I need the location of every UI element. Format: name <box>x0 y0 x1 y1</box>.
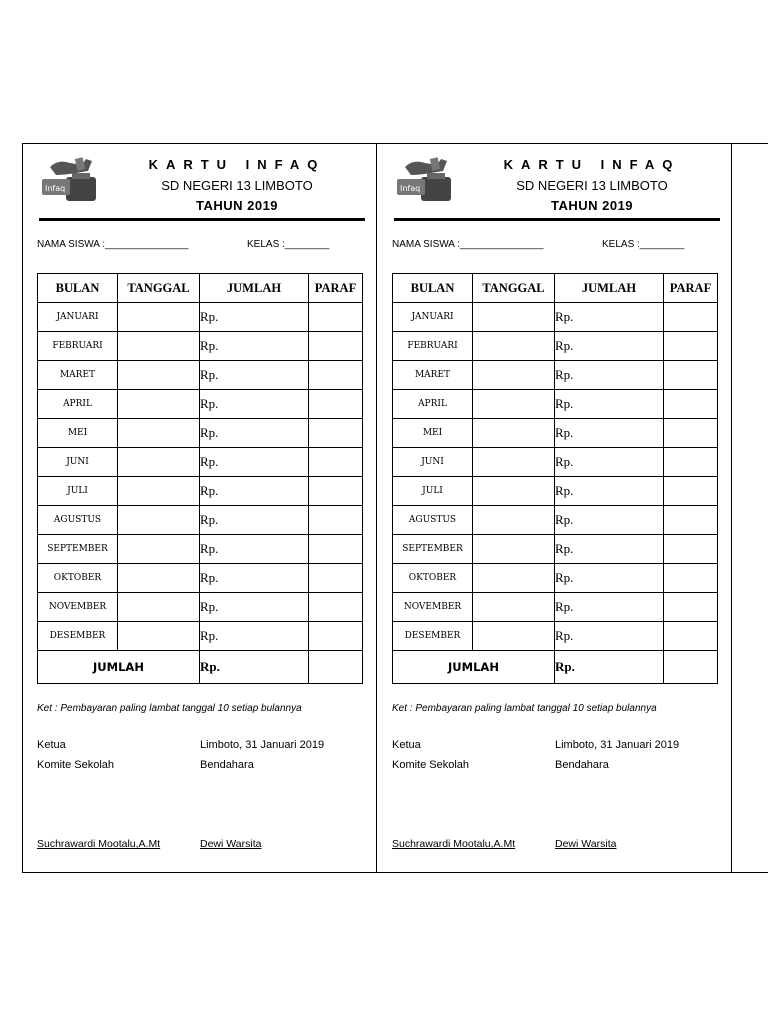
signature-cell <box>309 506 363 535</box>
date-cell <box>118 361 200 390</box>
table-row <box>393 593 718 622</box>
month-cell: SEPTEMBER <box>393 535 473 564</box>
amount-cell: Rp. <box>200 477 309 506</box>
date-cell <box>118 535 200 564</box>
payment-table <box>37 273 363 684</box>
date-cell <box>473 622 555 651</box>
treasurer-title: Bendahara <box>555 759 609 771</box>
table-row <box>38 448 363 477</box>
date-cell <box>473 564 555 593</box>
committee-subtitle: Komite Sekolah <box>37 759 115 771</box>
amount-cell: Rp. <box>200 622 309 651</box>
signature-cell <box>309 448 363 477</box>
treasurer-name: Dewi Warsita <box>200 838 262 850</box>
table-header-row <box>393 274 718 303</box>
date-cell <box>118 390 200 419</box>
date-cell <box>118 593 200 622</box>
month-cell: MEI <box>393 419 473 448</box>
treasurer-title: Bendahara <box>200 759 254 771</box>
signature-cell <box>664 622 718 651</box>
svg-text:Infaq: Infaq <box>400 184 421 193</box>
card-title: KARTU INFAQ <box>148 157 326 172</box>
signature-cell <box>664 506 718 535</box>
signature-cell <box>309 361 363 390</box>
table-row <box>38 622 363 651</box>
signature-cell <box>664 564 718 593</box>
place-date: Limboto, 31 Januari 2019 <box>200 739 325 751</box>
table-row <box>38 564 363 593</box>
amount-cell: Rp. <box>555 390 664 419</box>
date-cell <box>473 303 555 332</box>
amount-cell: Rp. <box>555 448 664 477</box>
header-signature: PARAF <box>664 274 718 303</box>
amount-cell: Rp. <box>200 332 309 361</box>
amount-cell: Rp. <box>555 361 664 390</box>
amount-cell: Rp. <box>200 390 309 419</box>
infaq-card <box>22 143 377 873</box>
infaq-logo-icon <box>393 155 455 205</box>
total-label: JUMLAH <box>38 651 200 684</box>
amount-cell: Rp. <box>555 419 664 448</box>
place-date: Limboto, 31 Januari 2019 <box>555 739 680 751</box>
table-row <box>38 419 363 448</box>
table-row <box>393 506 718 535</box>
signature-cell <box>309 622 363 651</box>
payment-note: Ket : Pembayaran paling lambat tanggal 10 setiap bulannya <box>37 703 302 714</box>
signature-cell <box>664 332 718 361</box>
amount-cell: Rp. <box>555 506 664 535</box>
date-cell <box>473 593 555 622</box>
amount-cell: Rp. <box>555 564 664 593</box>
table-row <box>393 622 718 651</box>
month-cell: JULI <box>38 477 118 506</box>
committee-title: Ketua <box>37 739 66 751</box>
month-cell: APRIL <box>38 390 118 419</box>
table-row <box>38 593 363 622</box>
table-row <box>393 477 718 506</box>
table-row <box>38 535 363 564</box>
student-name-field: NAMA SISWA :_______________ <box>392 239 544 250</box>
total-row <box>38 651 363 684</box>
svg-text:Infaq: Infaq <box>45 184 66 193</box>
date-cell <box>473 535 555 564</box>
table-row <box>38 361 363 390</box>
table-row <box>393 361 718 390</box>
header-rule <box>394 218 720 221</box>
month-cell: DESEMBER <box>38 622 118 651</box>
signature-cell <box>664 593 718 622</box>
committee-subtitle: Komite Sekolah <box>392 759 470 771</box>
class-field: KELAS :________ <box>247 239 330 250</box>
amount-cell: Rp. <box>200 361 309 390</box>
signature-cell <box>309 390 363 419</box>
payment-table <box>392 273 718 684</box>
card-year: TAHUN 2019 <box>550 198 634 213</box>
month-cell: AGUSTUS <box>38 506 118 535</box>
header-amount: JUMLAH <box>200 274 309 303</box>
table-row <box>393 390 718 419</box>
date-cell <box>118 419 200 448</box>
month-cell: OKTOBER <box>393 564 473 593</box>
month-cell: APRIL <box>393 390 473 419</box>
date-cell <box>118 477 200 506</box>
table-row <box>38 390 363 419</box>
committee-chair-name: Suchrawardi Mootalu,A.Mt <box>392 838 516 850</box>
signature-cell <box>309 332 363 361</box>
date-cell <box>473 506 555 535</box>
school-name: SD NEGERI 13 LIMBOTO <box>516 178 668 193</box>
amount-cell: Rp. <box>200 564 309 593</box>
total-amount: Rp. <box>555 651 664 684</box>
month-cell: NOVEMBER <box>38 593 118 622</box>
date-cell <box>118 303 200 332</box>
signature-cell <box>664 419 718 448</box>
table-row <box>38 332 363 361</box>
table-row <box>393 564 718 593</box>
signature-cell <box>309 419 363 448</box>
month-cell: JULI <box>393 477 473 506</box>
month-cell: JUNI <box>38 448 118 477</box>
amount-cell: Rp. <box>200 448 309 477</box>
signature-cell <box>664 361 718 390</box>
header-date: TANGGAL <box>473 274 555 303</box>
header-month: BULAN <box>393 274 473 303</box>
header-rule <box>39 218 365 221</box>
table-header-row <box>38 274 363 303</box>
amount-cell: Rp. <box>200 593 309 622</box>
month-cell: MEI <box>38 419 118 448</box>
amount-cell: Rp. <box>555 535 664 564</box>
school-name: SD NEGERI 13 LIMBOTO <box>161 178 313 193</box>
amount-cell: Rp. <box>200 535 309 564</box>
card-title: KARTU INFAQ <box>503 157 681 172</box>
date-cell <box>118 332 200 361</box>
total-signature-cell <box>664 651 718 684</box>
month-cell: JANUARI <box>393 303 473 332</box>
amount-cell: Rp. <box>555 303 664 332</box>
month-cell: DESEMBER <box>393 622 473 651</box>
total-amount: Rp. <box>200 651 309 684</box>
signature-cell <box>664 448 718 477</box>
header-amount: JUMLAH <box>555 274 664 303</box>
student-name-field: NAMA SISWA :_______________ <box>37 239 189 250</box>
date-cell <box>118 564 200 593</box>
signature-cell <box>309 477 363 506</box>
month-cell: JUNI <box>393 448 473 477</box>
month-cell: OKTOBER <box>38 564 118 593</box>
date-cell <box>473 332 555 361</box>
infaq-card <box>377 143 732 873</box>
month-cell: SEPTEMBER <box>38 535 118 564</box>
month-cell: NOVEMBER <box>393 593 473 622</box>
table-row <box>38 477 363 506</box>
amount-cell: Rp. <box>200 506 309 535</box>
date-cell <box>473 477 555 506</box>
table-row <box>393 303 718 332</box>
header-signature: PARAF <box>309 274 363 303</box>
total-label: JUMLAH <box>393 651 555 684</box>
date-cell <box>473 361 555 390</box>
committee-chair-name: Suchrawardi Mootalu,A.Mt <box>37 838 161 850</box>
month-cell: AGUSTUS <box>393 506 473 535</box>
payment-note: Ket : Pembayaran paling lambat tanggal 10 setiap bulannya <box>392 703 657 714</box>
date-cell <box>473 390 555 419</box>
header-date: TANGGAL <box>118 274 200 303</box>
amount-cell: Rp. <box>555 332 664 361</box>
signature-cell <box>664 535 718 564</box>
total-signature-cell <box>309 651 363 684</box>
date-cell <box>473 419 555 448</box>
treasurer-name: Dewi Warsita <box>555 838 617 850</box>
table-row <box>38 506 363 535</box>
signature-cell <box>309 303 363 332</box>
month-cell: JANUARI <box>38 303 118 332</box>
class-field: KELAS :________ <box>602 239 685 250</box>
month-cell: FEBRUARI <box>38 332 118 361</box>
date-cell <box>118 448 200 477</box>
signature-cell <box>664 303 718 332</box>
amount-cell: Rp. <box>555 477 664 506</box>
amount-cell: Rp. <box>200 419 309 448</box>
signature-cell <box>664 477 718 506</box>
month-cell: MARET <box>38 361 118 390</box>
amount-cell: Rp. <box>200 303 309 332</box>
table-row <box>393 332 718 361</box>
card-year: TAHUN 2019 <box>195 198 279 213</box>
table-row <box>393 419 718 448</box>
date-cell <box>473 448 555 477</box>
committee-title: Ketua <box>392 739 421 751</box>
month-cell: MARET <box>393 361 473 390</box>
date-cell <box>118 622 200 651</box>
infaq-logo-icon <box>38 155 100 205</box>
amount-cell: Rp. <box>555 622 664 651</box>
table-row <box>393 448 718 477</box>
date-cell <box>118 506 200 535</box>
total-row <box>393 651 718 684</box>
header-month: BULAN <box>38 274 118 303</box>
month-cell: FEBRUARI <box>393 332 473 361</box>
amount-cell: Rp. <box>555 593 664 622</box>
table-row <box>38 303 363 332</box>
signature-cell <box>309 564 363 593</box>
signature-cell <box>664 390 718 419</box>
signature-cell <box>309 593 363 622</box>
signature-cell <box>309 535 363 564</box>
table-row <box>393 535 718 564</box>
